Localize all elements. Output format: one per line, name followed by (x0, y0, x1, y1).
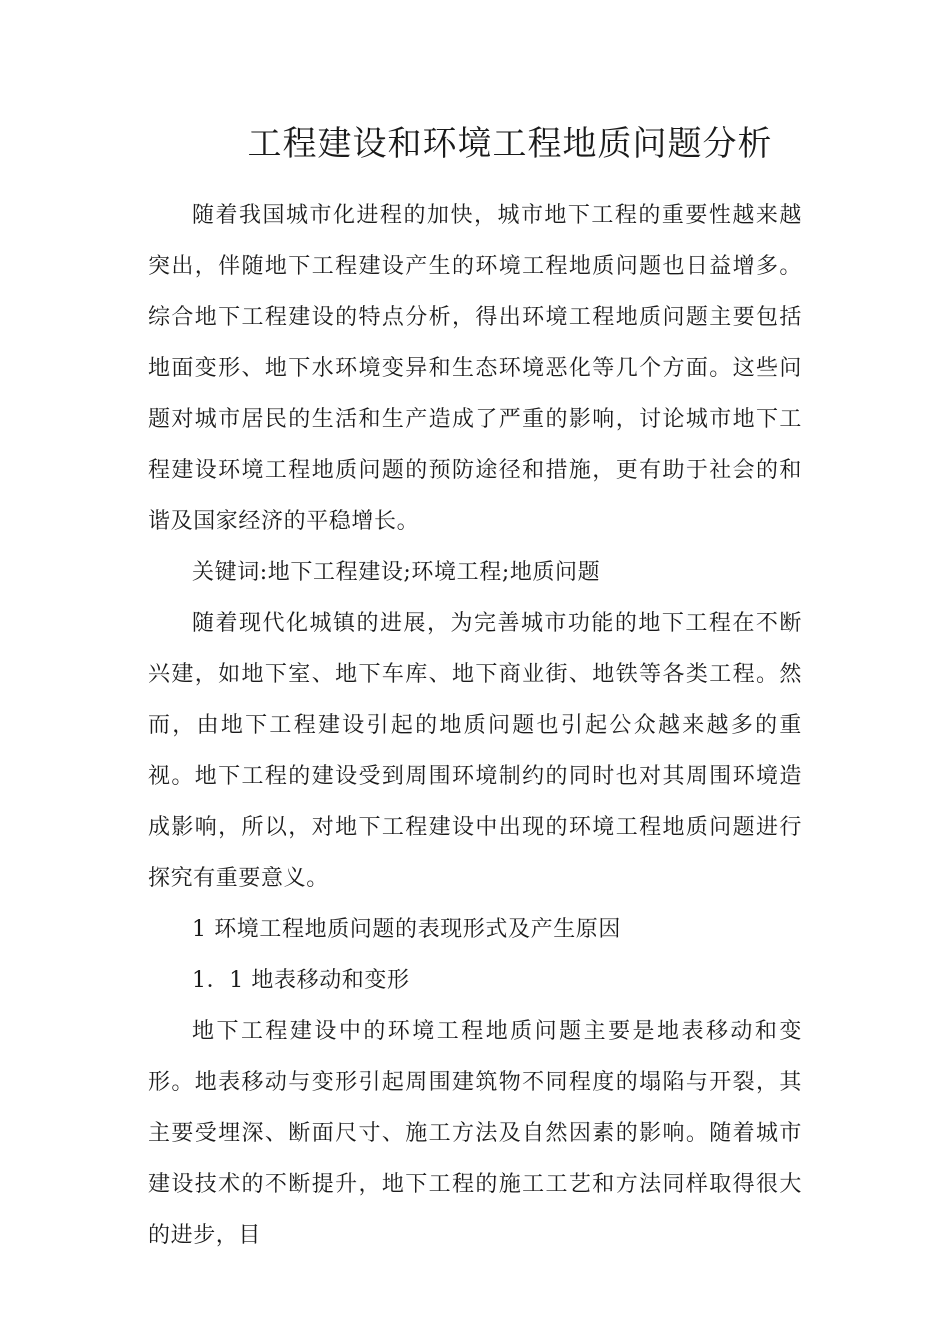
abstract-paragraph: 随着我国城市化进程的加快，城市地下工程的重要性越来越突出，伴随地下工程建设产生的环境工程地质问题也日益增多。综合地下工程建设的特点分析，得出环境工程地质问题主要包括地面变形、地下水环境变异和生态环境恶化等几个方面。这些问题对城市居民的生活和生产造成了严重的影响，讨论城市地下工程建设环境工程地质问题的预防途径和措施，更有助于社会的和谐及国家经济的平稳增长。 (148, 203, 802, 534)
document-title: 工程建设和环境工程地质问题分析 (247, 124, 773, 164)
subsection-heading: 1．1 地表移动和变形 (192, 968, 410, 993)
body-paragraph: 地下工程建设中的环境工程地质问题主要是地表移动和变形。地表移动与变形引起周围建筑物不同程度的塌陷与开裂，其主要受埋深、断面尺寸、施工方法及自然因素的影响。随着城市建设技术的不断提升，地下工程的施工工艺和方法同样取得很大的进步，目 (148, 1019, 802, 1248)
intro-paragraph: 随着现代化城镇的进展，为完善城市功能的地下工程在不断兴建，如地下室、地下车库、地下商业街、地铁等各类工程。然而，由地下工程建设引起的地质问题也引起公众越来越多的重视。地下工程的建设受到周围环境制约的同时也对其周围环境造成影响，所以，对地下工程建设中出现的环境工程地质问题进行探究有重要意义。 (148, 611, 802, 891)
section-heading: 1 环境工程地质问题的表现形式及产生原因 (192, 917, 621, 942)
keywords-paragraph: 关键词:地下工程建设;环境工程;地质问题 (192, 560, 601, 585)
document-body (148, 190, 802, 1261)
